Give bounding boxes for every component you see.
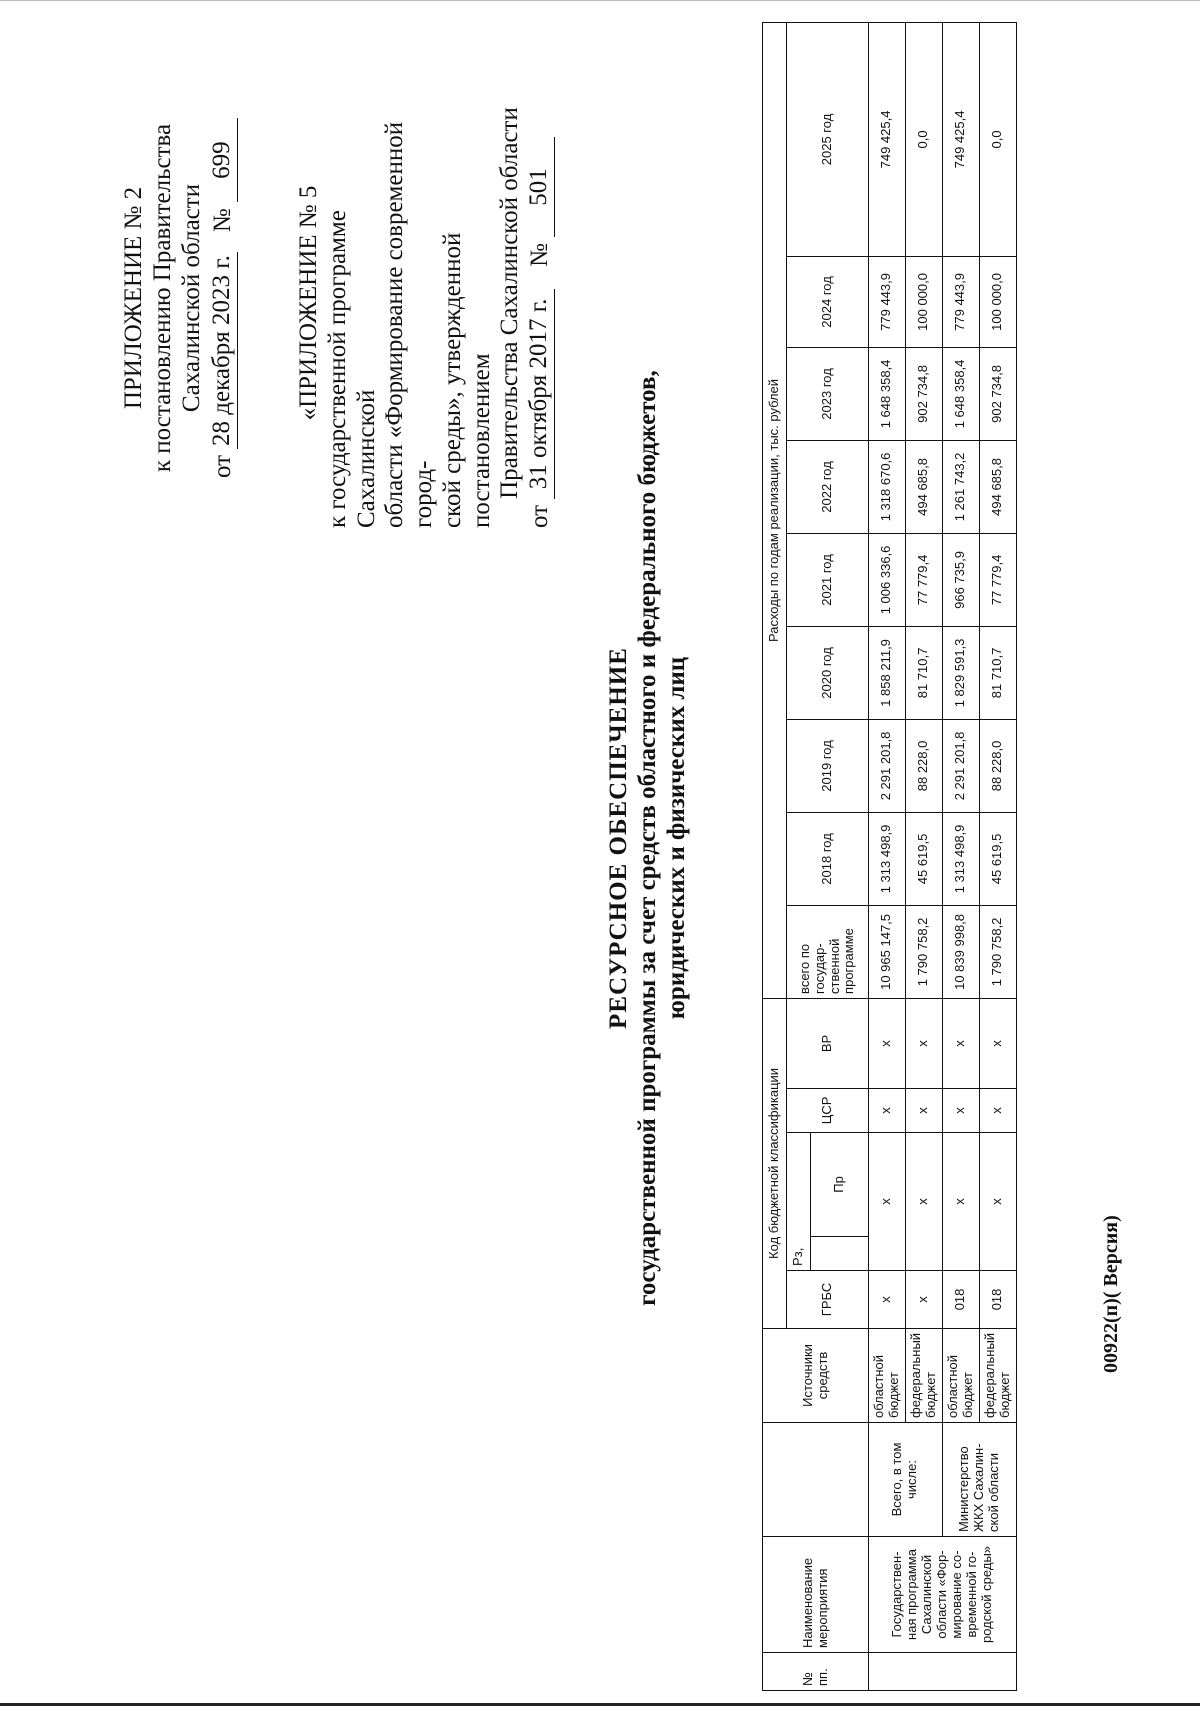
resource-table-wrapper [762, 22, 1017, 1691]
appendix-5-line-4: Правительства Сахалинской области [496, 107, 524, 499]
cell-csr: х [905, 1088, 942, 1132]
cell-value: 1 006 336,6 [869, 533, 906, 626]
cell-value: 0,0 [905, 23, 942, 257]
cell-value: 1 648 358,4 [942, 347, 979, 440]
cell-grbs: х [905, 1270, 942, 1328]
appendix-2-date: 28 декабря 2023 г. [208, 252, 238, 449]
title-line-2: государственной программы за счет средств областного и федерального бюджетов, [633, 370, 661, 1306]
cell-value: 902 734,8 [979, 347, 1016, 440]
appendix-5-number: 501 [525, 137, 555, 237]
appendix-5-number-label: № [526, 243, 553, 267]
appendix-2-line-2: Сахалинской области [177, 183, 205, 413]
cell-rzpr: х [942, 1132, 979, 1270]
col-header-code-group: Код бюджетной классификации [763, 998, 787, 1328]
cell-group-label: Министерство ЖКХ Сахалин-ской области [942, 1423, 1016, 1537]
col-header-rz-empty [811, 1236, 869, 1270]
cell-value: 1 318 670,6 [869, 440, 906, 533]
cell-source: областной бюджет [942, 1328, 979, 1422]
cell-vr: х [979, 998, 1016, 1088]
cell-value: 779 443,9 [942, 256, 979, 347]
cell-value: 0,0 [979, 23, 1016, 257]
col-header-year-8: 2025 год [787, 23, 869, 257]
appendix-2-date-row [208, 118, 238, 478]
col-header-rz: Рз, [787, 1132, 811, 1270]
col-header-vr: ВР [787, 998, 869, 1088]
cell-csr: х [869, 1088, 906, 1132]
resource-table [762, 22, 1017, 1691]
cell-source: областной бюджет [869, 1328, 906, 1422]
col-header-year-2: 2019 год [787, 719, 869, 812]
document-title [605, 313, 691, 1363]
table-row [942, 23, 979, 1691]
cell-csr: х [942, 1088, 979, 1132]
cell-value: 902 734,8 [905, 347, 942, 440]
appendix-5-date-row [525, 78, 555, 528]
col-header-sources: Источники средств [763, 1328, 869, 1422]
col-header-empty [763, 1423, 869, 1537]
cell-total: 10 839 998,8 [942, 905, 979, 998]
cell-program-name: Государствен-ная программа Сахалинской области «Фор-мирование со-временной го-родской среды» [869, 1537, 1017, 1653]
cell-value: 494 685,8 [979, 440, 1016, 533]
cell-value: 88 228,0 [979, 719, 1016, 812]
cell-value: 2 291 201,8 [942, 719, 979, 812]
cell-rzpr: х [905, 1132, 942, 1270]
appendix-2-line-1: к постановлению Правительства [148, 123, 176, 473]
cell-grbs: 018 [942, 1270, 979, 1328]
cell-rzpr: х [979, 1132, 1016, 1270]
col-header-year-3: 2020 год [787, 626, 869, 719]
appendix-2-number: 699 [208, 118, 238, 202]
table-row [869, 23, 906, 1691]
cell-source: федеральный бюджет [979, 1328, 1016, 1422]
cell-value: 2 291 201,8 [869, 719, 906, 812]
col-header-year-4: 2021 год [787, 533, 869, 626]
cell-value: 749 425,4 [942, 23, 979, 257]
cell-value: 1 313 498,9 [942, 812, 979, 905]
cell-value: 966 735,9 [942, 533, 979, 626]
appendix-5-line-1: к государственной программе Сахалинской [323, 210, 380, 528]
cell-value: 88 228,0 [905, 719, 942, 812]
appendix-2-title: ПРИЛОЖЕНИЕ № 2 [120, 186, 147, 410]
cell-value: 77 779,4 [979, 533, 1016, 626]
cell-vr: х [905, 998, 942, 1088]
cell-value: 494 685,8 [905, 440, 942, 533]
cell-total: 1 790 758,2 [905, 905, 942, 998]
cell-value: 1 858 211,9 [869, 626, 906, 719]
cell-value: 77 779,4 [905, 533, 942, 626]
cell-value: 81 710,7 [905, 626, 942, 719]
cell-value: 779 443,9 [869, 256, 906, 347]
cell-csr: х [979, 1088, 1016, 1132]
appendix-5-from-label: от [526, 504, 553, 528]
cell-value: 100 000,0 [905, 256, 942, 347]
title-line-1: РЕСУРСНОЕ ОБЕСПЕЧЕНИЕ [605, 647, 632, 1029]
cell-rzpr: х [869, 1132, 906, 1270]
col-header-name [763, 1537, 869, 1653]
cell-total: 1 790 758,2 [979, 905, 1016, 998]
appendix-5-header [295, 78, 555, 528]
col-header-num: № пп. [763, 1653, 869, 1691]
version-label: 00922(п)( Версия) [1100, 1215, 1122, 1373]
cell-grbs: х [869, 1270, 906, 1328]
cell-total: 10 965 147,5 [869, 905, 906, 998]
cell-value: 1 313 498,9 [869, 812, 906, 905]
cell-value: 1 648 358,4 [869, 347, 906, 440]
appendix-5-title: «ПРИЛОЖЕНИЕ № 5 [295, 185, 322, 421]
col-header-pr: Пр [811, 1132, 869, 1236]
cell-num [869, 1653, 1017, 1691]
appendix-5-line-3: ской среды», утвержденной постановлением [438, 232, 495, 528]
header-row-1 [763, 23, 787, 1691]
appendix-2-header [120, 118, 238, 478]
appendix-2-number-label: № [209, 208, 237, 233]
col-header-year-5: 2022 год [787, 440, 869, 533]
col-header-expenses-group: Расходы по годам реализации, тыс. рублей [763, 23, 787, 999]
cell-source: федеральный бюджет [905, 1328, 942, 1422]
col-header-total: всего по государ-ственной программе [787, 905, 869, 998]
title-line-3: юридических и физических лиц [662, 656, 690, 1020]
cell-value: 1 261 743,2 [942, 440, 979, 533]
cell-value: 45 619,5 [905, 812, 942, 905]
cell-grbs: 018 [979, 1270, 1016, 1328]
col-header-year-7: 2024 год [787, 256, 869, 347]
col-header-year-6: 2023 год [787, 347, 869, 440]
appendix-2-from-label: от [209, 454, 237, 478]
cell-value: 749 425,4 [869, 23, 906, 257]
cell-value: 100 000,0 [979, 256, 1016, 347]
col-header-year-1: 2018 год [787, 812, 869, 905]
appendix-5-line-2: области «Формирование современной город- [381, 121, 437, 528]
cell-vr: х [869, 998, 906, 1088]
appendix-5-date: 31 октября 2017 г. [525, 289, 555, 499]
cell-value: 1 829 591,3 [942, 626, 979, 719]
cell-vr: х [942, 998, 979, 1088]
col-header-name-text: Наименование мероприятия [799, 1557, 830, 1648]
col-header-csr: ЦСР [787, 1088, 869, 1132]
col-header-grbs: ГРБС [787, 1270, 869, 1328]
cell-group-label: Всего, в том числе: [869, 1423, 943, 1537]
cell-value: 45 619,5 [979, 812, 1016, 905]
cell-value: 81 710,7 [979, 626, 1016, 719]
